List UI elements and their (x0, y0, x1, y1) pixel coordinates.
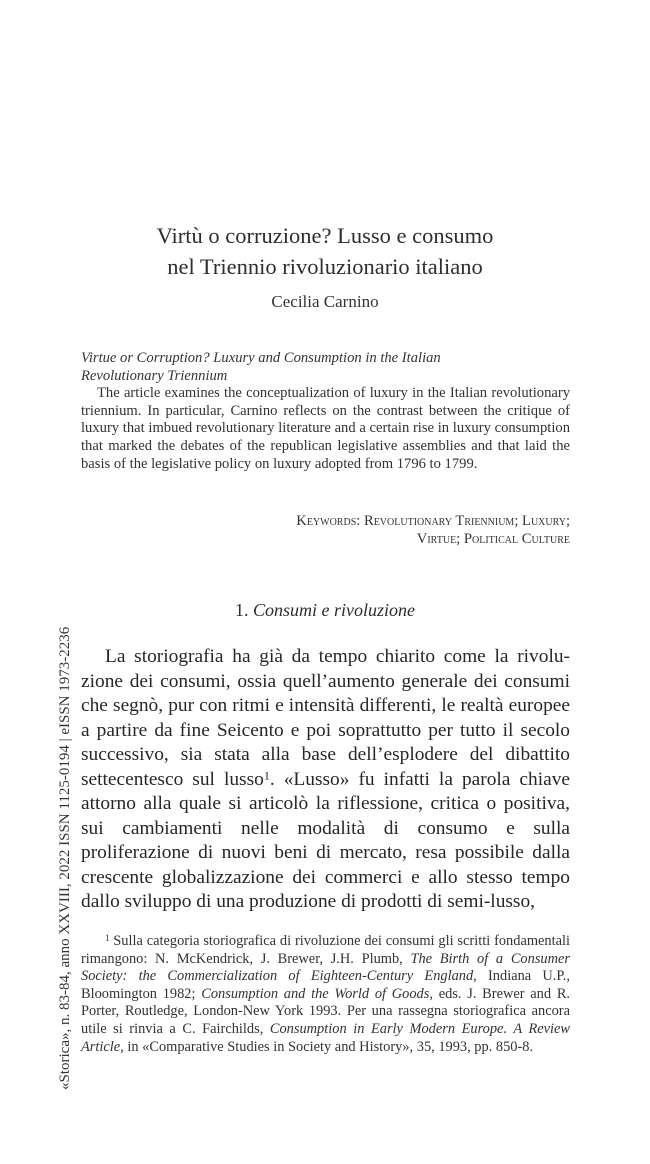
abstract-title-line-1: Virtue or Corruption? Luxury and Consumption in the Italian (81, 350, 441, 366)
keywords-line-1: Keywords: Revolutionary Triennium; Luxury; (296, 513, 570, 529)
body-paragraph (81, 645, 570, 915)
section-title: Consumi e rivoluzione (253, 600, 415, 620)
keywords-line-2: Virtue; Political Culture (416, 530, 570, 547)
journal-side-note: «Storica», n. 83-84, anno XXVIII, 2022 ISSN 1125-0194 | eISSN 1973-2236 (57, 626, 73, 1090)
article-title-line-2: nel Triennio rivoluzionario italiano (167, 254, 483, 279)
abstract-title (81, 350, 570, 385)
abstract (81, 350, 570, 473)
body-text-part-1: La storiografia ha già da tempo chiarito come la rivoluzione dei consumi, ossia quell’aumento generale dei consumi che segnò, pur con ritmi e intensità differenti, le realtà europee a partire da fine Seicento e poi soprattutto per tutto il secolo successivo, sia stata alla base dell’esplodere del dibattito settecentesco sul lusso (81, 646, 570, 790)
section-number: 1. (235, 600, 249, 620)
article-title-line-1: Virtù o corruzione? Lusso e consumo (156, 223, 494, 248)
footnote-marker: 1 (105, 932, 110, 943)
footnote-italic-title-2: Consumption and the World of Goods (201, 985, 430, 1002)
footnote-italic-title-3: Consumption in Early Modern Europe. A Review Article (81, 1020, 570, 1055)
author-name: Cecilia Carnino (271, 292, 379, 311)
footnote-text-2: , Indiana U.P., Bloomington 1982; (81, 968, 570, 1002)
footnote-text-1: Sulla categoria storiografica di rivoluzione dei consumi gli scritti fondamentali rimangono: N. McKendrick, J. Brewer, J.H. Plumb, (81, 933, 570, 967)
footnote-italic-title-1: The Birth of a Consumer Society: the Commercialization of Eighteen-Century England (81, 950, 570, 985)
footnote-reference[interactable]: 1 (263, 768, 270, 783)
footnote-text-3: , eds. J. Brewer and R. Porter, Routledge, London-New York 1993. Per una rassegna storiografica ancora utile si rinvia a C. Fairchilds, (81, 985, 571, 1037)
abstract-title-line-2: Revolutionary Triennium (81, 367, 228, 384)
section-heading (0, 600, 650, 621)
keywords (190, 513, 570, 548)
footnote-text-4: , in «Comparative Studies in Society and History», 35, 1993, pp. 850-8. (120, 1038, 534, 1055)
article-title (0, 220, 650, 282)
abstract-text: The article examines the conceptualization of luxury in the Italian revolutionary triennium. In particular, Carnino reflects on the contrast between the critique of luxury that imbued revolutionary literature and a certain rise in luxury consumption that marked the debates of the republican legislative assemblies and that laid the basis of the legislative policy on luxury adopted from 1796 to 1799. (81, 385, 570, 472)
body-text-part-2: . «Lusso» fu infatti la parola chiave attorno alla quale si articolò la riflessione, critica o positiva, sui cambiamenti nelle modalità di consumo e sulla proliferazione di nuovi beni di mercato, resa possibile dalla crescente globalizzazione dei commerci e allo stesso tempo dallo sviluppo di una produzione di prodotti di semi-lusso, (81, 768, 571, 912)
footnote (81, 933, 570, 1056)
